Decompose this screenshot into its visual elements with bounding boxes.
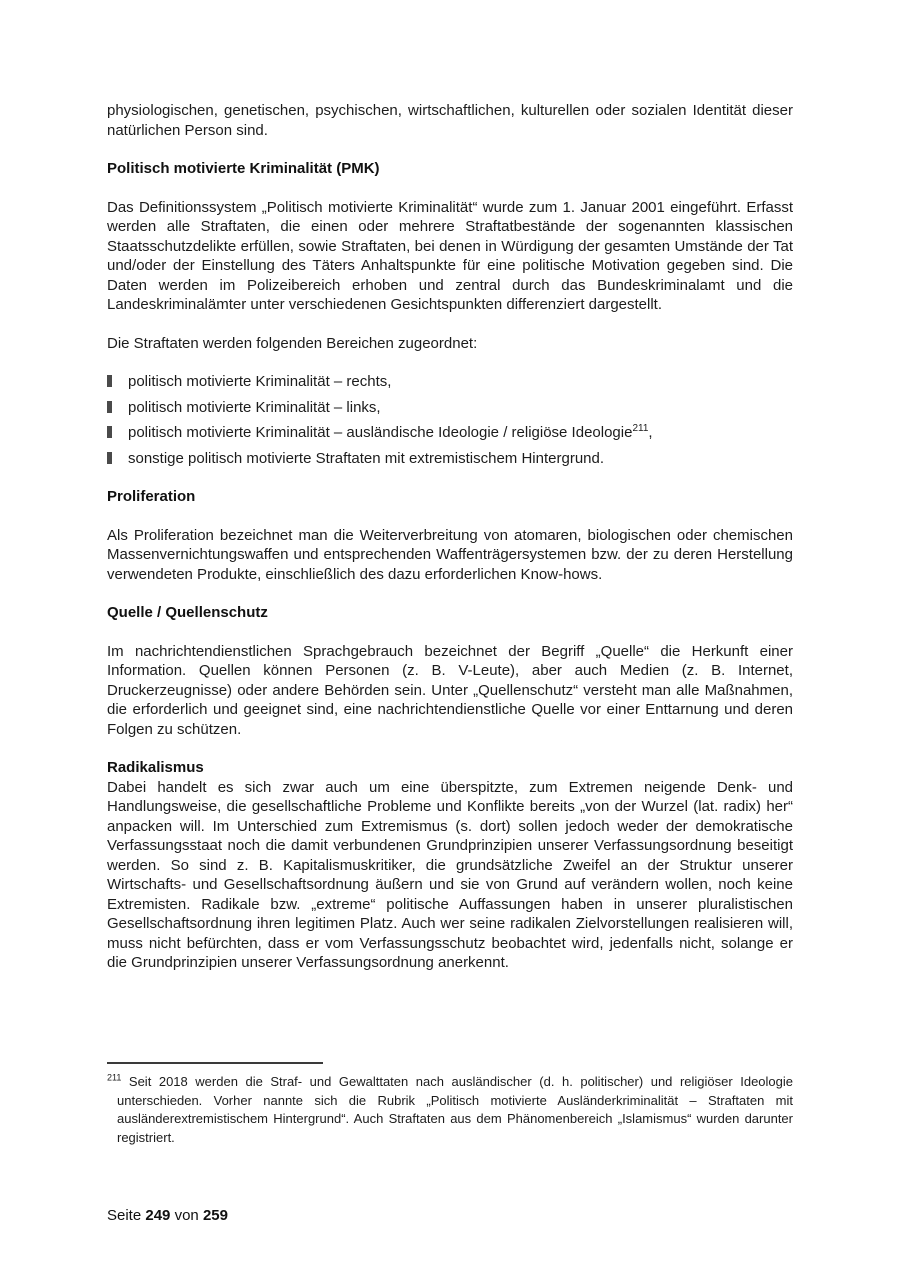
footnote-ref-superscript: 211 [632, 423, 649, 434]
bullet-marker-icon [107, 452, 112, 464]
pmk-category-list [107, 372, 793, 468]
footer-label-von: von [174, 1207, 199, 1224]
bullet-marker-icon [107, 401, 112, 413]
paragraph-proliferation: Als Proliferation bezeichnet man die Weiterverbreitung von atomaren, biologischen oder chemischen Massenvernichtungswaffen und entsprechenden Waffenträgersystemen bzw. der zu deren Herstellung verwendeten Produkte, einschließlich des dazu erforderlichen Know-hows. [107, 526, 793, 583]
list-item [107, 372, 793, 392]
page-footer [107, 1206, 228, 1225]
heading-proliferation: Proliferation [107, 488, 196, 505]
bullet-text [128, 423, 793, 443]
bullet-text-suffix: , [648, 424, 653, 441]
heading-quelle-quellenschutz: Quelle / Quellenschutz [107, 604, 268, 621]
paragraph-pmk-definition: Das Definitionssystem „Politisch motivierte Kriminalität“ wurde zum 1. Januar 2001 eingeführt. Erfasst werden alle Straftaten, die einen oder mehrere Straftatbestände der sogenannten klassischen Staatsschutzdelikte erfüllen, sowie Straftaten, bei denen in Würdigung der gesamten Umstände der Tat und/oder der Einstellung des Täters Anhaltspunkte für eine politische Motivation gegeben sind. Die Daten werden im Polizeibereich erhoben und zentral durch das Bundeskriminalamt und die Landeskriminalämter unter verschiedenen Gesichtspunkten differenziert dargestellt. [107, 198, 793, 313]
footer-current-page: 249 [145, 1207, 171, 1224]
footnote-separator-line [107, 1062, 323, 1064]
paragraph-pmk-list-intro: Die Straftaten werden folgenden Bereichen zugeordnet: [107, 334, 478, 352]
footnote-text-body: Seit 2018 werden die Straf- und Gewalttaten nach ausländischer (d. h. politischer) und religiöser Ideologie unterschieden. Vorher nannte sich die Rubrik „Politisch motivierte Ausländerkriminalität – Straftaten mit ausländerextremistischem Hintergrund“. Auch Straftaten aus dem Phänomenbereich „Islamismus“ wurden darunter registriert. [117, 1074, 793, 1145]
paragraph-quelle-quellenschutz: Im nachrichtendienstlichen Sprachgebrauch bezeichnet der Begriff „Quelle“ die Herkunft einer Information. Quellen können Personen (z. B. V-Leute), aber auch Medien (z. B. Internet, Druckerzeugnisse) oder andere Behörden sein. Unter „Quellenschutz“ versteht man alle Maßnahmen, die erforderlich und geeignet sind, eine nachrichtendienstliche Quelle vor einer Enttarnung und deren Folgen zu schützen. [107, 642, 793, 738]
list-item [107, 398, 793, 418]
footer-total-pages: 259 [202, 1207, 228, 1224]
bullet-text-main: politisch motivierte Kriminalität – ausländische Ideologie / religiöse Ideologie [128, 424, 633, 441]
bullet-marker-icon [107, 375, 112, 387]
paragraph-radikalismus: Dabei handelt es sich zwar auch um eine überspitzte, zum Extremen neigende Denk- und Handlungsweise, die gesellschaftliche Probleme und Konflikte bereits „von der Wurzel (lat. radix) her“ anpacken will. Im Unterschied zum Extremismus (s. dort) sollen jedoch weder der demokratische Verfassungsstaat noch die damit verbundenen Grundprinzipien unserer Verfassungsordnung beseitigt werden. So sind z. B. Kapitalismuskritiker, die grundsätzliche Zweifel an der Struktur unserer Wirtschafts- und Gesellschaftsordnung äußern und sie von Grund auf verändern wollen, noch keine Extremisten. Radikale bzw. „extreme“ politische Auffassungen haben in unserer pluralistischen Gesellschaftsordnung ihren legitimen Platz. Auch wer seine radikalen Zielvorstellungen realisieren will, muss nicht befürchten, dass er vom Verfassungsschutz beobachtet wird, jedenfalls nicht, solange er die Grundprinzipien unserer Verfassungsordnung anerkennt. [107, 778, 793, 971]
list-item [107, 449, 793, 469]
list-item [107, 423, 793, 443]
footnote-area [107, 1062, 793, 1147]
bullet-text: politisch motivierte Kriminalität – rechts, [128, 373, 392, 390]
footer-label-seite: Seite [107, 1207, 142, 1224]
paragraph-identity-continuation: physiologischen, genetischen, psychischen, wirtschaftlichen, kulturellen oder sozialen Identität dieser natürlichen Person sind. [107, 102, 793, 139]
footnote-marker-superscript: 211 [107, 1072, 122, 1083]
bullet-text: sonstige politisch motivierte Straftaten mit extremistischem Hintergrund. [128, 449, 605, 467]
footnote-211 [107, 1073, 793, 1147]
heading-pmk: Politisch motivierte Kriminalität (PMK) [107, 160, 380, 177]
bullet-text: politisch motivierte Kriminalität – links, [128, 398, 381, 416]
bullet-marker-icon [107, 426, 112, 438]
heading-radikalismus: Radikalismus [107, 759, 204, 776]
